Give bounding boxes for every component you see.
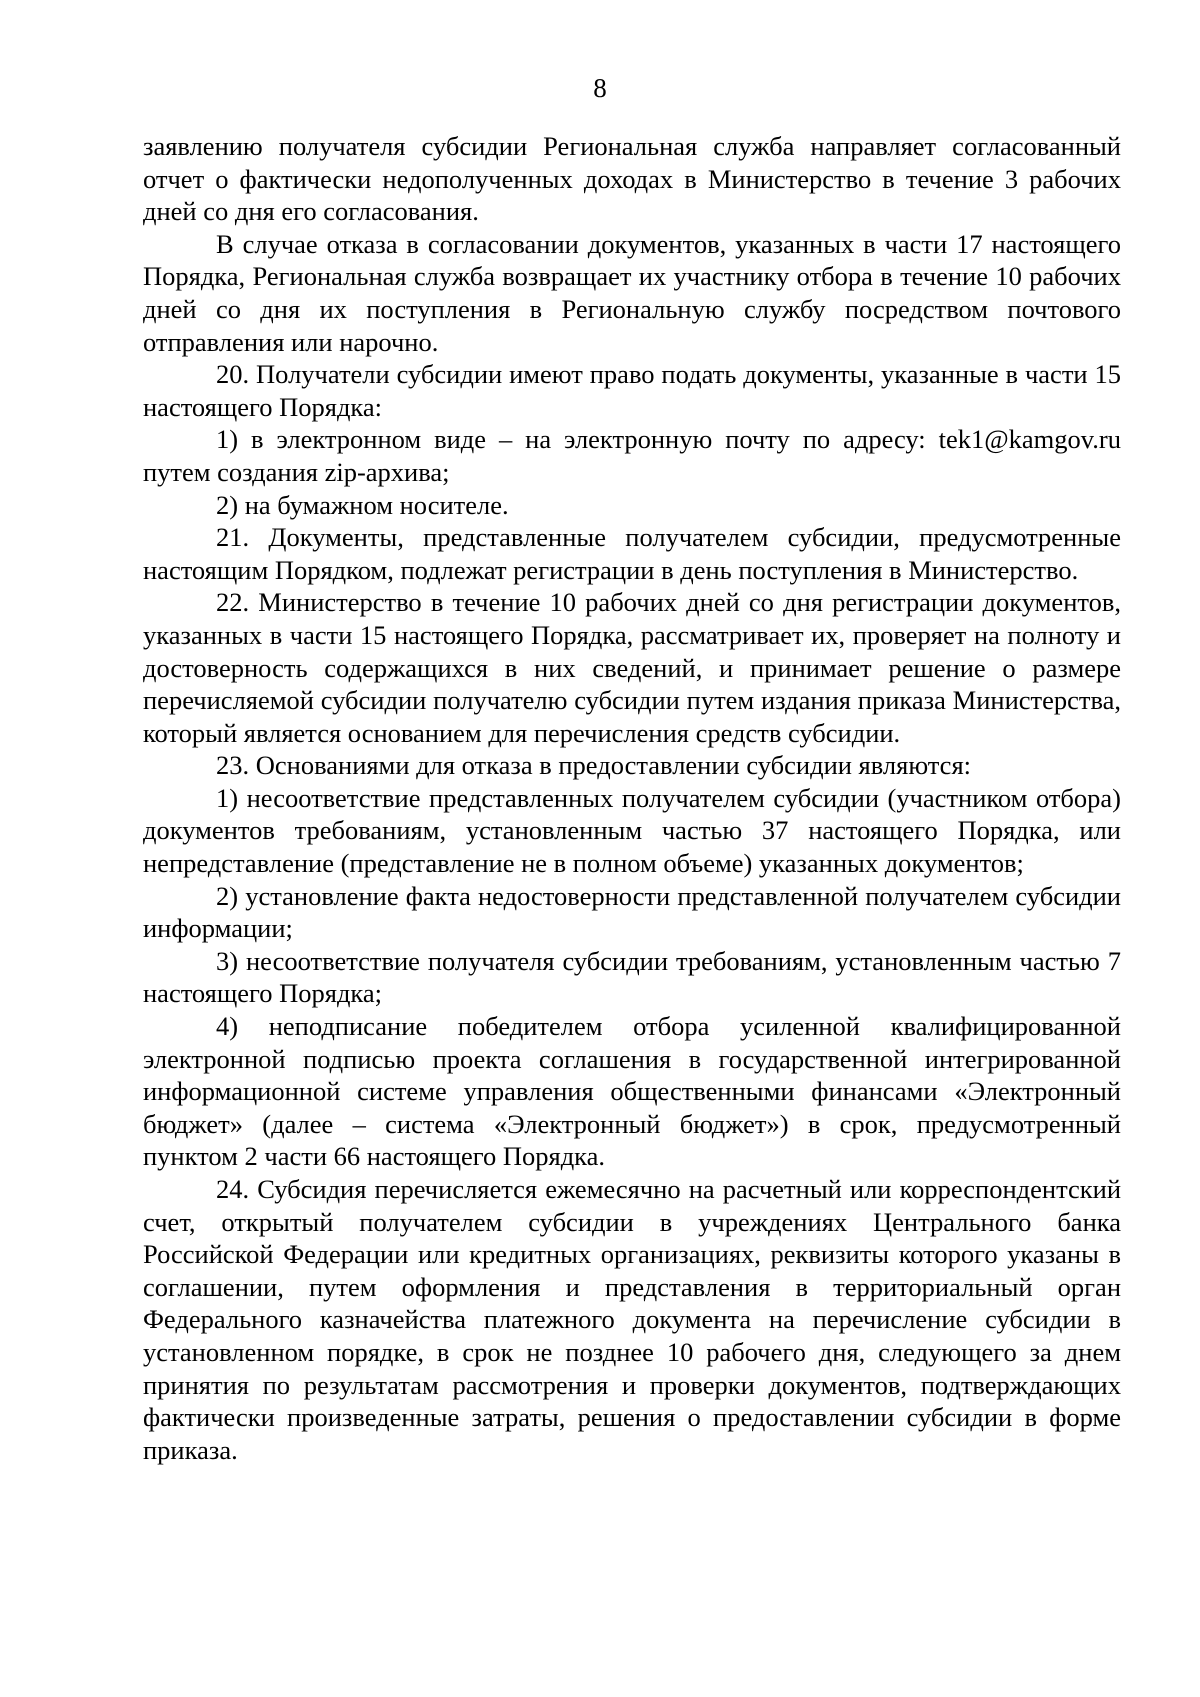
paragraph-item-23-sub-2: 2) установление факта недостоверности представленной получателем субсидии информации; — [143, 880, 1121, 944]
paragraph-item-20-sub-2: 2) на бумажном носителе. — [216, 489, 509, 520]
paragraph-item-22: 22. Министерство в течение 10 рабочих дней со дня регистрации документов, указанных в части 15 настоящего Порядка, рассматривает их, проверяет на полноту и достоверность содержащихся в них сведений, и принимает решение о размере перечисляемой субсидии получателю субсидии путем издания приказа Министерства, который является основанием для перечисления средств субсидии. — [143, 587, 1121, 748]
paragraph-item-24: 24. Субсидия перечисляется ежемесячно на расчетный или корреспондентский счет, открытый получателем субсидии в учреждениях Центрального банка Российской Федерации или кредитных организациях, реквизиты которого указаны в соглашении, путем оформления и представления в территориальный орган Федерального казначейства платежного документа на перечисление субсидии в установленном порядке, в срок не позднее 10 рабочего дня, следующего за днем принятия по результатам рассмотрения и проверки документов, подтверждающих фактически произведенные затраты, решения о предоставлении субсидии в форме приказа. — [143, 1174, 1121, 1465]
paragraph-item-21: 21. Документы, представленные получателем субсидии, предусмотренные настоящим Порядком, подлежат регистрации в день поступления в Министерство. — [143, 522, 1121, 585]
paragraph-item-23-sub-1: 1) несоответствие представленных получателем субсидии (участником отбора) документов требованиям, установленным частью 37 настоящего Порядка, или непредставление (представление не в полном объеме) указанных документов; — [143, 782, 1121, 879]
paragraph-item-20: 20. Получатели субсидии имеют право подать документы, указанные в части 15 настоящего Порядка: — [143, 359, 1121, 422]
paragraph-refusal-case: В случае отказа в согласовании документов, указанных в части 17 настоящего Порядка, Региональная служба возвращает их участнику отбора в течение 10 рабочих дней со дня их поступления в Региональную службу посредством почтового отправления или нарочно. — [143, 228, 1121, 357]
paragraph-continuation: заявлению получателя субсидии Региональная служба направляет согласованный отчет о фактически недополученных доходах в Министерство в течение 3 рабочих дней со дня его согласования. — [143, 131, 1121, 227]
paragraph-item-23-sub-4: 4) неподписание победителем отбора усиленной квалифицированной электронной подписью проекта соглашения в государственной интегрированной информационной системе управления общественными финансами «Электронный бюджет» (далее – система «Электронный бюджет») в срок, предусмотренный пунктом 2 части 66 настоящего Порядка. — [143, 1011, 1121, 1172]
paragraph-item-23-sub-3: 3) несоответствие получателя субсидии требованиям, установленным частью 7 настоящего Порядка; — [143, 945, 1121, 1009]
paragraph-item-23: 23. Основаниями для отказа в предоставлении субсидии являются: — [216, 750, 971, 781]
document-body — [143, 130, 1121, 1466]
page-number: 8 — [593, 73, 607, 103]
paragraph-item-20-sub-1: 1) в электронном виде – на электронную почту по адресу: tek1@kamgov.ru путем создания zip-архива; — [143, 424, 1121, 487]
